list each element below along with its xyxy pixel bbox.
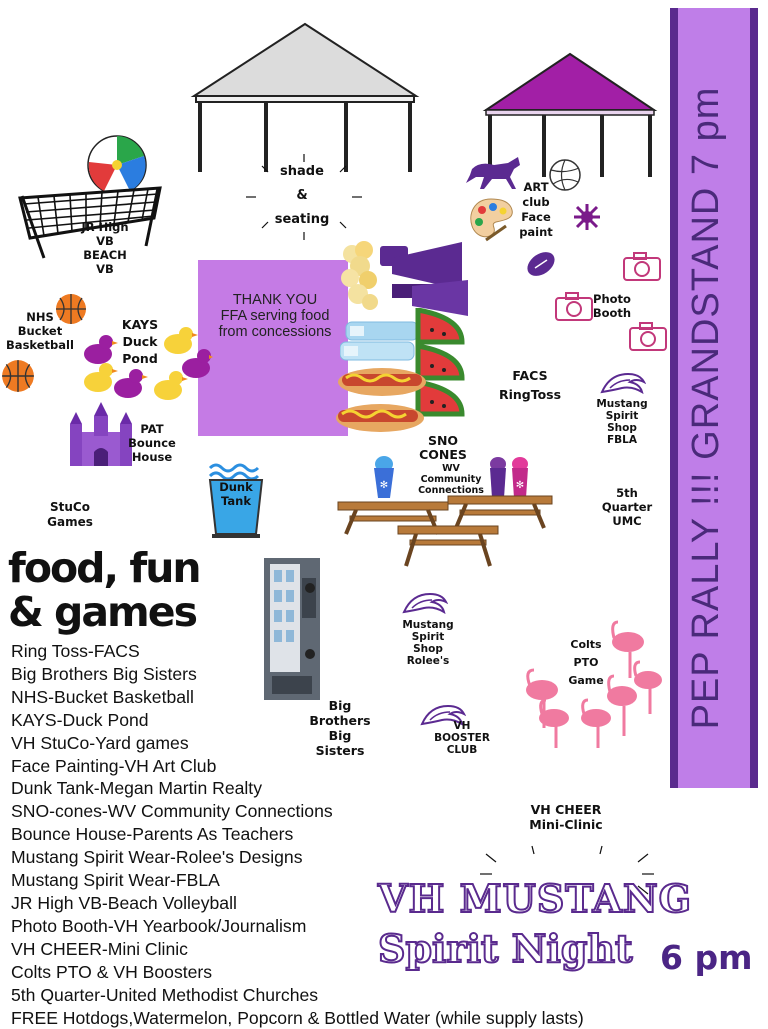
label-colts-pto: Colts PTO Game bbox=[556, 636, 616, 690]
list-item: Bounce House-Parents As Teachers bbox=[11, 823, 584, 846]
svg-text:✻: ✻ bbox=[516, 480, 524, 491]
concessions-thanks-text: THANK YOU FFA serving food from concessions bbox=[200, 292, 350, 340]
list-item: Ring Toss-FACS bbox=[11, 640, 584, 663]
list-item: Colts PTO & VH Boosters bbox=[11, 961, 584, 984]
concessions-box bbox=[198, 260, 348, 436]
label-jr-high-vb: JR High VB BEACH VB bbox=[70, 220, 140, 276]
list-item: SNO-cones-WV Community Connections bbox=[11, 800, 584, 823]
mustang-logo-icon-2 bbox=[402, 590, 448, 616]
label-sno-cones: SNO CONES bbox=[410, 434, 476, 462]
list-item: Photo Booth-VH Yearbook/Journalism bbox=[11, 915, 584, 938]
list-item: KAYS-Duck Pond bbox=[11, 709, 584, 732]
label-nhs: NHS Bucket Basketball bbox=[0, 310, 80, 352]
list-item: FREE Hotdogs,Watermelon, Popcorn & Bottled Water (while supply lasts) bbox=[11, 1007, 584, 1029]
list-item: JR High VB-Beach Volleyball bbox=[11, 892, 584, 915]
hotdog-icon bbox=[332, 360, 428, 440]
list-item: VH CHEER-Mini Clinic bbox=[11, 938, 584, 961]
label-art-club: ART club Face paint bbox=[508, 180, 564, 240]
list-item: Face Painting-VH Art Club bbox=[11, 755, 584, 778]
label-vh-booster: VH BOOSTER CLUB bbox=[424, 720, 500, 756]
label-fifth-quarter: 5th Quarter UMC bbox=[592, 486, 662, 528]
label-sno-sub: WV Community Connections bbox=[406, 463, 496, 496]
football-icon bbox=[524, 248, 558, 280]
popcorn-icon bbox=[338, 240, 382, 320]
label-stuco: StuCo Games bbox=[30, 500, 110, 530]
mustang-logo-icon bbox=[600, 370, 646, 396]
event-time: 6 pm bbox=[660, 938, 752, 977]
camera-icon-3 bbox=[628, 320, 668, 352]
label-pat: PAT Bounce House bbox=[120, 422, 184, 464]
headline-line2: & games bbox=[8, 590, 196, 634]
event-title-line1: VH MUSTANG bbox=[378, 876, 692, 921]
svg-text:✻: ✻ bbox=[380, 480, 388, 491]
label-shade-seating: shade & seating bbox=[262, 160, 342, 232]
list-item: Mustang Spirit Wear-Rolee's Designs bbox=[11, 846, 584, 869]
label-mustang-rolee: Mustang Spirit Shop Rolee's bbox=[390, 619, 466, 667]
list-item: Big Brothers Big Sisters bbox=[11, 663, 584, 686]
picnic-table-icon bbox=[336, 490, 556, 570]
label-mustang-fbla: Mustang Spirit Shop FBLA bbox=[590, 398, 654, 446]
list-item: NHS-Bucket Basketball bbox=[11, 686, 584, 709]
list-item: 5th Quarter-United Methodist Churches bbox=[11, 984, 584, 1007]
label-facs: FACS RingToss bbox=[488, 366, 572, 404]
list-item: Mustang Spirit Wear-FBLA bbox=[11, 869, 584, 892]
paint-splat-icon bbox=[572, 202, 602, 232]
list-item: Dunk Tank-Megan Martin Realty bbox=[11, 777, 584, 800]
label-kays: KAYS Duck Pond bbox=[108, 316, 172, 367]
event-title-line2: Spirit Night bbox=[378, 926, 633, 971]
label-big-brothers: Big Brothers Big Sisters bbox=[300, 698, 380, 758]
pep-rally-banner bbox=[670, 8, 758, 788]
label-photo-booth: Photo Booth bbox=[584, 292, 640, 320]
banner-text: PEP RALLY !!! GRANDSTAND 7 pm bbox=[682, 28, 730, 788]
headline-line1: food, fun bbox=[8, 546, 200, 590]
list-item: VH StuCo-Yard games bbox=[11, 732, 584, 755]
label-dunk-tank: Dunk Tank bbox=[208, 480, 264, 508]
camera-icon bbox=[622, 250, 662, 282]
basketball-icon-2 bbox=[0, 358, 36, 394]
label-vh-cheer: VH CHEER Mini-Clinic bbox=[502, 802, 630, 832]
